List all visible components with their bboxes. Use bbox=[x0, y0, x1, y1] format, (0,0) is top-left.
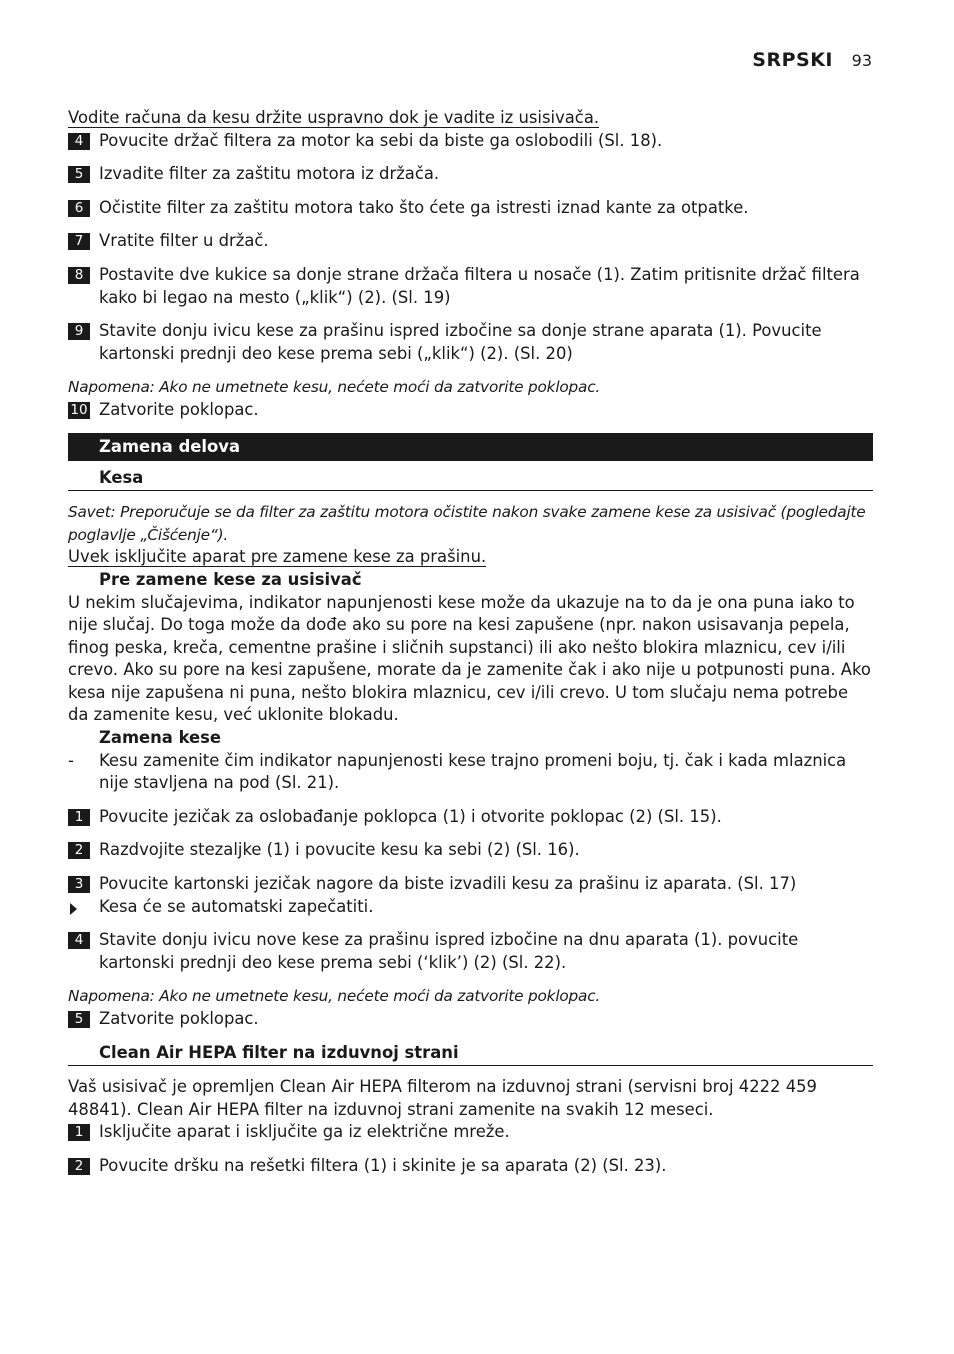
subsection-title: Kesa bbox=[68, 467, 873, 492]
step-text: Razdvojite stezaljke (1) i povucite kesu ka sebi (2) (Sl. 16). bbox=[99, 840, 580, 860]
minor-heading: Pre zamene kese za usisivač bbox=[99, 569, 362, 589]
tip-text: Savet: Preporučuje se da filter za zaštitu motora očistite nakon svake zamene kese za usisivač (pogledajte poglavlje „Čišćenje“). bbox=[68, 503, 866, 544]
step-text: Zatvorite poklopac. bbox=[99, 399, 259, 419]
page-number: 93 bbox=[851, 51, 872, 70]
step-item bbox=[68, 1155, 873, 1178]
step-item bbox=[68, 806, 873, 829]
result-item bbox=[68, 896, 873, 919]
step-text: Izvadite filter za zaštitu motora iz držača. bbox=[99, 164, 440, 184]
step-item bbox=[68, 197, 873, 220]
step-text: Vratite filter u držač. bbox=[99, 231, 269, 251]
step-number: 8 bbox=[68, 267, 90, 284]
step-number: 10 bbox=[68, 402, 90, 419]
warning-text: Vodite računa da kesu držite uspravno dok je vadite iz usisivača. bbox=[68, 108, 600, 127]
minor-heading: Zamena kese bbox=[99, 728, 222, 748]
step-number: 5 bbox=[68, 1011, 90, 1028]
step-list-c bbox=[68, 1121, 873, 1177]
subsection-title: Clean Air HEPA filter na izduvnoj strani bbox=[68, 1042, 873, 1067]
step-number: 2 bbox=[68, 842, 90, 859]
dash-text: Kesu zamenite čim indikator napunjenosti kese trajno promeni boju, tj. čak i kada mlaznica nije stavljena na pod (Sl. 21). bbox=[99, 750, 847, 793]
section-title: Zamena delova bbox=[68, 433, 873, 461]
step-number: 2 bbox=[68, 1158, 90, 1175]
paragraph: Vaš usisivač je opremljen Clean Air HEPA filterom na izduvnoj strani (servisni broj 4222 459 48841). Clean Air HEPA filter na izduvnoj strani zamenite na svakih 12 meseci. bbox=[68, 1077, 817, 1119]
result-arrow-icon bbox=[70, 903, 77, 915]
step-number: 1 bbox=[68, 809, 90, 826]
step-number: 6 bbox=[68, 200, 90, 217]
step-number: 5 bbox=[68, 166, 90, 183]
page-content bbox=[68, 107, 873, 1189]
step-item bbox=[68, 130, 873, 153]
step-list-a bbox=[68, 130, 873, 366]
step-item bbox=[68, 163, 873, 186]
step-text: Povucite jezičak za oslobađanje poklopca (1) i otvorite poklopac (2) (Sl. 15). bbox=[99, 806, 722, 826]
step-item bbox=[68, 929, 873, 974]
step-text: Zatvorite poklopac. bbox=[99, 1009, 259, 1028]
step-number: 3 bbox=[68, 876, 90, 893]
step-item bbox=[68, 873, 873, 896]
step-text: Postavite dve kukice sa donje strane držača filtera u nosače (1). Zatim pritisnite držač filtera kako bi legao na mesto („klik“) (2). (Sl. 19) bbox=[99, 264, 860, 307]
dash-list-item bbox=[68, 750, 873, 795]
result-text: Kesa će se automatski zapečatiti. bbox=[99, 896, 374, 916]
note-text: Napomena: Ako ne umetnete kesu, nećete moći da zatvorite poklopac. bbox=[68, 987, 601, 1006]
step-text: Stavite donju ivicu nove kese za prašinu ispred izbočine na dnu aparata (1). povucite kartonski prednji deo kese prema sebi (‘klik’) (2) (Sl. 22). bbox=[99, 930, 799, 972]
step-text: Povucite kartonski jezičak nagore da biste izvadili kesu za prašinu iz aparata. (Sl. 17) bbox=[99, 874, 797, 894]
step-text: Isključite aparat i isključite ga iz električne mreže. bbox=[99, 1122, 510, 1142]
step-item bbox=[68, 1008, 873, 1031]
page-header bbox=[0, 49, 954, 75]
step-item bbox=[68, 230, 873, 253]
step-item bbox=[68, 839, 873, 862]
step-item bbox=[68, 399, 873, 422]
step-number: 9 bbox=[68, 323, 90, 340]
step-item bbox=[68, 264, 873, 309]
step-number: 4 bbox=[68, 932, 90, 949]
paragraph: U nekim slučajevima, indikator napunjenosti kese može da ukazuje na to da je ona puna iako to nije slučaj. Do toga može da dođe ako su pore na kesi zapušene (npr. nakon usisavanja pepela, finog peska, kreča, cementne prašine i sličnih supstanci) ili ako nešto blokira mlaznicu, cev i/ili crevo. Ako su pore na kesi zapušene, morate da je zamenite čak i ako nije u potpunosti puna. Ako kesa nije zapušena ni puna, nešto blokira mlaznicu, cev i/ili crevo. U tom slučaju nema potrebe da zamenite kesu, već uklonite blokadu. bbox=[68, 592, 871, 725]
step-number: 4 bbox=[68, 133, 90, 150]
step-item bbox=[68, 1121, 873, 1144]
step-text: Očistite filter za zaštitu motora tako što ćete ga istresti iznad kante za otpatke. bbox=[99, 197, 749, 217]
step-list-b bbox=[68, 806, 873, 975]
step-text: Povucite držač filtera za motor ka sebi da biste ga oslobodili (Sl. 18). bbox=[99, 130, 663, 150]
step-item bbox=[68, 320, 873, 365]
dash-mark: - bbox=[68, 750, 74, 770]
step-number: 1 bbox=[68, 1124, 90, 1141]
step-text: Povucite dršku na rešetki filtera (1) i skinite je sa aparata (2) (Sl. 23). bbox=[99, 1155, 667, 1175]
warning-text: Uvek isključite aparat pre zamene kese za prašinu. bbox=[68, 547, 487, 567]
step-number: 7 bbox=[68, 233, 90, 250]
note-text: Napomena: Ako ne umetnete kesu, nećete moći da zatvorite poklopac. bbox=[68, 378, 601, 397]
step-text: Stavite donju ivicu kese za prašinu ispred izbočine sa donje strane aparata (1). Povucite kartonski prednji deo kese prema sebi („klik“) (2). (Sl. 20) bbox=[99, 321, 822, 363]
language-label: SRPSKI bbox=[752, 49, 833, 71]
